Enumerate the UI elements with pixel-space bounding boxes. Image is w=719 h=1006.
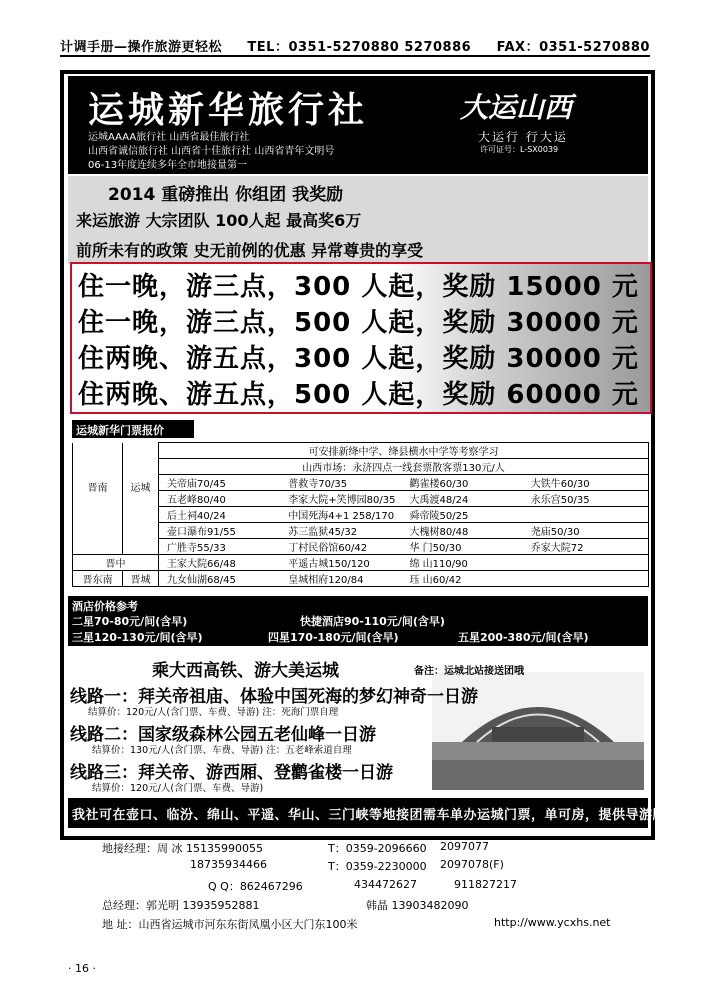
header-line-3: 06-13年度连续多年全市地接量第一 [88, 160, 248, 171]
fax: 2097078(F) [440, 858, 504, 871]
table-row [73, 507, 649, 523]
route-2-detail: 结算价：130元/人(含门票、车费、导游) 注：五老峰索道自理 [92, 745, 352, 756]
hotel-price: 四星170-180元/间(含早) [268, 631, 399, 644]
ticket-item: 舜帝陵50/25 [409, 511, 469, 522]
ticket-item: 后土祠40/24 [167, 511, 226, 522]
ticket-item: 华 门50/30 [409, 543, 462, 554]
ticket-item: 中国死海4+1 258/170 [288, 511, 395, 522]
ticket-item: 永乐宫50/35 [530, 495, 590, 506]
table-row [73, 539, 649, 555]
table-row [73, 523, 649, 539]
promo-headline: 2014 重磅推出 你组团 我奖励 [108, 185, 344, 205]
table-row [73, 443, 649, 459]
ticket-section-title: 运城新华门票报价 [72, 420, 194, 438]
table-cell [159, 571, 649, 587]
table-row [73, 459, 649, 475]
route-3: 线路三：拜关帝、游西厢、登鹳雀楼一日游 [70, 763, 393, 783]
phone: 18735934466 [190, 858, 267, 871]
table-row [73, 491, 649, 507]
ticket-item: 苏三监狱45/32 [288, 527, 358, 538]
ticket-item: 广胜寺55/33 [167, 543, 226, 554]
ticket-item [525, 571, 646, 586]
agency-header [68, 76, 648, 174]
table-cell [73, 443, 123, 459]
reward-line: 住两晚、游五点，300 人起，奖励 30000 元 [78, 344, 639, 374]
contact-block [68, 834, 648, 934]
ticket-item: 大禹渡48/24 [409, 495, 469, 506]
ticket-item: 丁村民俗馆60/42 [288, 543, 368, 554]
ticket-item: 关帝庙70/45 [167, 479, 226, 490]
route-2: 线路二：国家级森林公园五老仙峰一日游 [70, 725, 376, 745]
reward-box [70, 262, 652, 414]
reward-line: 住两晚、游五点，500 人起，奖励 60000 元 [78, 380, 639, 410]
qq: 911827217 [454, 878, 517, 891]
ticket-item: 李家大院+笑博园80/35 [288, 495, 396, 506]
hotel-price: 三星120-130元/间(含早) [72, 631, 203, 644]
table-row [73, 555, 649, 571]
ticket-item: 九女仙湖68/45 [167, 575, 236, 586]
promo-tagline: 前所未有的政策 史无前例的优惠 异常尊贵的享受 [76, 241, 424, 260]
ticket-item: 大槐树80/48 [409, 527, 469, 538]
contact-person: 韩晶 13903482090 [366, 899, 469, 912]
brand-slogan: 大运行 行大运 [478, 130, 568, 144]
ticket-item: 王家大院66/48 [167, 559, 236, 570]
service-banner: 我社可在壶口、临汾、绵山、平遥、华山、三门峡等地接团需车单办运城门票，单可房，提供导游服务。 [68, 798, 648, 828]
ticket-item: 普救寺70/35 [288, 479, 348, 490]
ticket-item: 壶口瀑布91/55 [167, 527, 236, 538]
routes-title: 乘大西高铁、游大美运城 [152, 661, 339, 681]
ticket-item: 五老峰80/40 [167, 495, 226, 506]
ticket-price-table [72, 442, 649, 587]
route-1: 线路一：拜关帝祖庙、体验中国死海的梦幻神奇一日游 [70, 687, 478, 707]
ticket-note-1: 可安排新绛中学、绛县横水中学等考察学习 [159, 443, 649, 459]
ticket-item: 乔家大院72 [530, 543, 584, 554]
table-cell [159, 491, 649, 507]
ticket-item [525, 555, 646, 570]
top-rule [60, 55, 650, 57]
table-row [73, 571, 649, 587]
license-number: 许可证号：L-SX0039 [480, 145, 559, 154]
hotel-price: 二星70-80元/间(含早) [72, 615, 188, 628]
region-label: 晋南 [73, 475, 123, 555]
region-label: 晋中 [73, 555, 159, 571]
phone: 2097077 [440, 840, 489, 853]
phone: T：0359-2096660 [328, 842, 427, 855]
table-cell [123, 443, 159, 459]
routes-note: 备注：运城北站接送团哦 [414, 666, 524, 677]
agency-title: 运城新华旅行社 [88, 90, 369, 131]
table-row [73, 475, 649, 491]
region-label: 晋城 [123, 571, 159, 587]
phone: T：0359-2230000 [328, 860, 427, 873]
table-cell [159, 539, 649, 555]
top-slogan: 计调手册—操作旅游更轻松 [60, 40, 223, 55]
route-1-detail: 结算价：120元/人(含门票、车费、导游) 注：死海门票自理 [88, 707, 339, 718]
ticket-item: 皇城相府120/84 [288, 575, 364, 586]
hotel-price: 五星200-380元/间(含早) [458, 631, 589, 644]
region-label: 运城 [123, 475, 159, 555]
ticket-item: 鹳雀楼60/30 [409, 479, 469, 490]
ticket-item: 绵 山110/90 [409, 559, 468, 570]
header-line-2: 山西省诚信旅行社 山西省十佳旅行社 山西省青年文明号 [88, 146, 335, 157]
page-number: · 16 · [68, 962, 96, 975]
table-cell [73, 459, 123, 475]
promo-subline: 来运旅游 大宗团队 100人起 最高奖6万 [76, 211, 362, 230]
manager-contact: 地接经理：周 冰 15135990055 [102, 842, 263, 855]
address: 地 址：山西省运城市河东东街凤凰小区大门东100米 [102, 918, 358, 931]
ticket-item [525, 507, 646, 522]
routes-block [68, 650, 648, 795]
top-tel: TEL：0351-5270880 5270886 [247, 40, 472, 55]
header-line-1: 运城AAAA旅行社 山西省最佳旅行社 [88, 132, 250, 143]
top-fax: FAX：0351-5270880 [496, 40, 650, 55]
table-cell [159, 523, 649, 539]
reward-line: 住一晚，游三点，500 人起，奖励 30000 元 [78, 308, 639, 338]
ticket-item: 尧庙50/30 [530, 527, 580, 538]
top-bar [60, 36, 650, 56]
website-link[interactable]: http://www.ycxhs.net [494, 916, 611, 929]
ticket-item: 平遥古城150/120 [288, 559, 370, 570]
hotel-price-block [68, 596, 648, 646]
table-cell [159, 507, 649, 523]
qq: Q Q：862467296 [208, 880, 303, 893]
ticket-note-2: 山西市场：永济四点一线套票散客票130元/人 [159, 459, 649, 475]
region-label: 晋东南 [73, 571, 123, 587]
table-cell [159, 555, 649, 571]
table-cell [159, 475, 649, 491]
ticket-item: 大铁牛60/30 [530, 479, 590, 490]
reward-line: 住一晚，游三点，300 人起，奖励 15000 元 [78, 272, 639, 302]
general-manager: 总经理：郭光明 13935952881 [102, 899, 260, 912]
hotel-title: 酒店价格参考 [72, 600, 138, 613]
ticket-item: 珏 山60/42 [409, 575, 462, 586]
qq: 434472627 [354, 878, 417, 891]
promo-block [68, 176, 648, 264]
route-3-detail: 结算价：120元/人(含门票、车费、导游) [92, 783, 264, 794]
table-cell [123, 459, 159, 475]
hotel-price: 快捷酒店90-110元/间(含早) [300, 615, 445, 628]
brand-logo: 大运山西 [460, 91, 573, 124]
